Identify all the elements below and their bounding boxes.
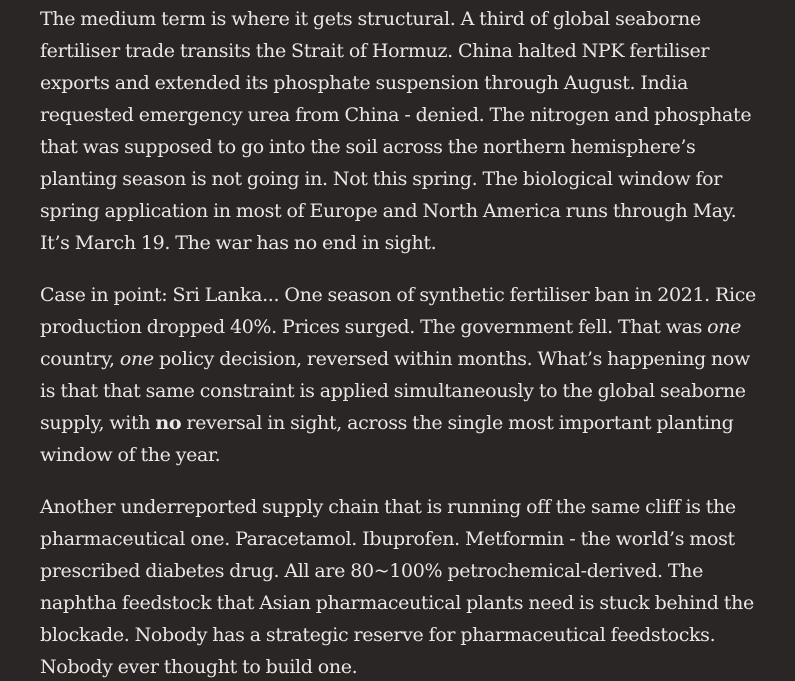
paragraph-sri-lanka-text-1: Case in point: Sri Lanka... One season of synthetic fertiliser ban in 2021. Rice production dropped 40%. Prices surged. The government fell. That was [40,284,756,338]
paragraph-sri-lanka-text-4: reversal in sight, across the single most important planting window of the year. [40,412,734,466]
paragraph-sri-lanka [40,279,765,471]
bold-no: no [155,412,182,434]
paragraph-pharmaceutical: Another underreported supply chain that is running off the same cliff is the pharmaceutical one. Paracetamol. Ibuprofen. Metformin - the world’s most prescribed diabetes drug. All are 80~100% petrochemical-derived. The naphtha feedstock that Asian pharmaceutical plants need is stuck behind the blockade. Nobody has a strategic reserve for pharmaceutical feedstocks. Nobody ever thought to build one. [40,496,754,678]
emphasis-one-country: one [707,316,742,338]
paragraph-sri-lanka-text-2: country, [40,348,120,370]
paragraph-fertiliser-trade: The medium term is where it gets structural. A third of global seaborne fertiliser trade transits the Strait of Hormuz. China halted NPK fertiliser exports and extended its phosphate suspension through August. India requested emergency urea from China - denied. The nitrogen and phosphate that was supposed to go into the soil across the northern hemisphere’s planting season is not going in. Not this spring. The biological window for spring application in most of Europe and North America runs through May. It’s March 19. The war has no end in sight. [40,8,752,254]
paragraph-sri-lanka-text-3: policy decision, reversed within months. What’s happening now is that that same constraint is applied simultaneously to the global seaborne supply, with [40,348,750,434]
emphasis-one-policy: one [119,348,154,370]
